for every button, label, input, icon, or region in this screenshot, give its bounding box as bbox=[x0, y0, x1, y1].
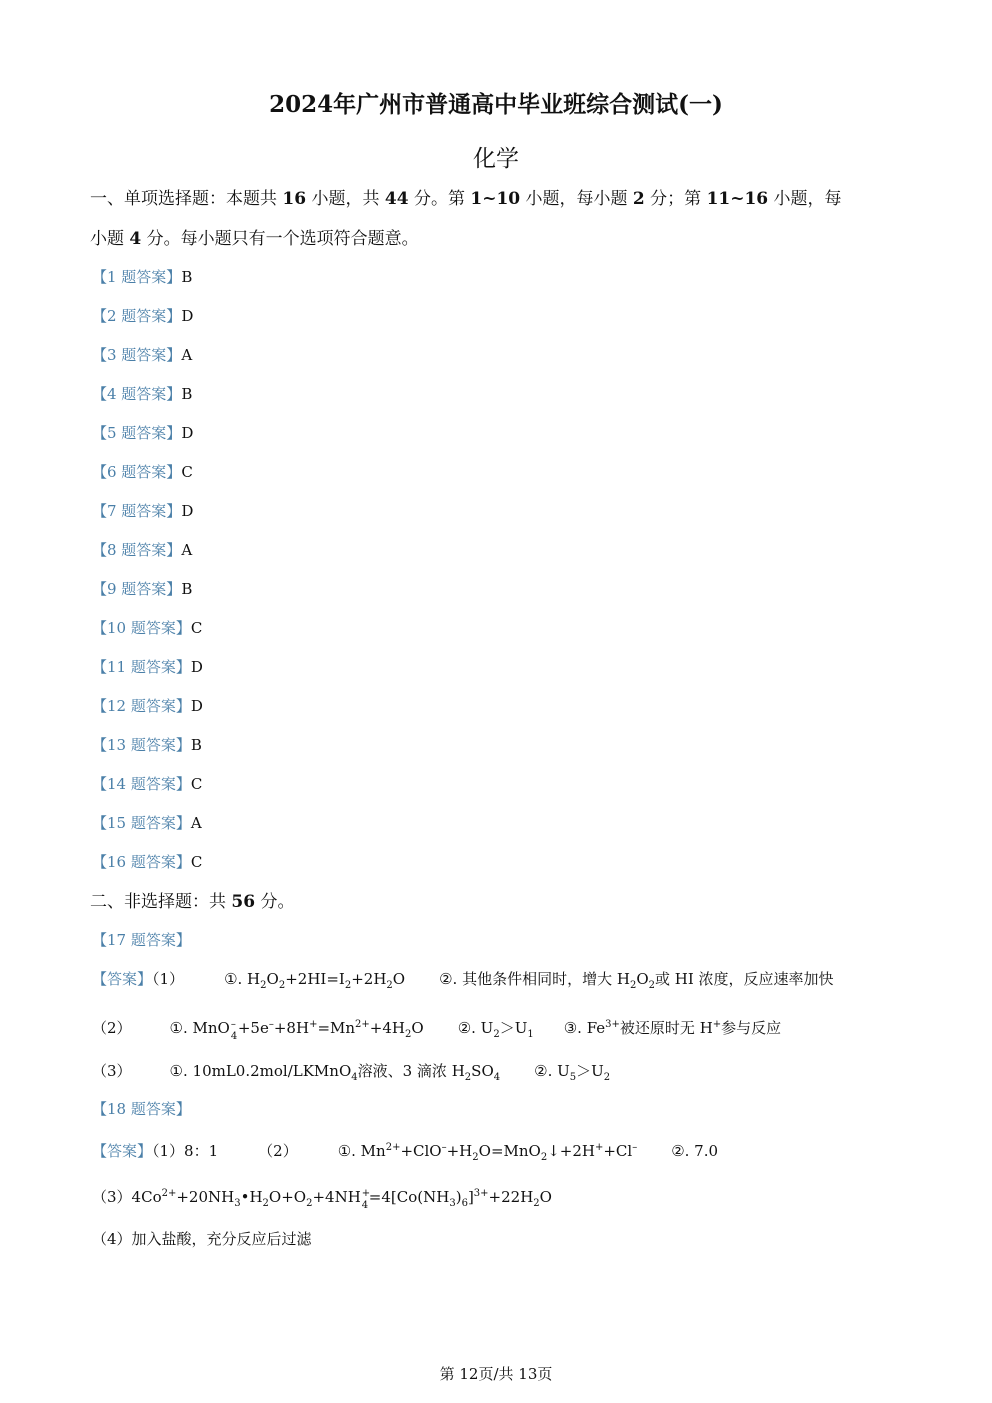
q17-part3: （3） ①. 10mL0.2mol/LKMnO$_4$溶液、3 滴浓 $H_2SO_4$ ②. $U_5>U_2$ bbox=[92, 1062, 611, 1083]
q17-heading: 【17 题答案】 bbox=[92, 931, 191, 949]
page-title: 2024年广州市普通高中毕业班综合测试(一) bbox=[269, 91, 723, 118]
answer-value: A bbox=[181, 541, 193, 559]
answer-row bbox=[92, 540, 192, 560]
answer-value: A bbox=[190, 814, 202, 832]
subject-title: 化学 bbox=[473, 146, 519, 172]
answer-value: D bbox=[190, 658, 203, 676]
answer-value: D bbox=[181, 424, 194, 442]
section2-heading: 二、非选择题：共 56 分。 bbox=[90, 892, 295, 912]
q18-part4: （4）加入盐酸，充分反应后过滤 bbox=[92, 1230, 312, 1248]
q18-part3: $(3)4Co^{2+}+20NH_3•H_2O+O_2+4NH$ + 4 $=4[Co(NH_3)_6]^{3+}+22H_2O$ bbox=[92, 1188, 552, 1211]
answer-row bbox=[92, 852, 202, 872]
answer-row bbox=[92, 657, 203, 677]
answer-value: B bbox=[190, 736, 202, 754]
answer-label: 【4 题答案】 bbox=[92, 385, 182, 403]
answer-label: 【10 题答案】 bbox=[92, 619, 191, 637]
answer-label: 【1 题答案】 bbox=[92, 268, 182, 286]
section1-line1: 一、单项选择题：本题共 16 小题，共 44 分。第 1~10 小题，每小题 2 分；第 11~16 小题，每 bbox=[90, 189, 842, 209]
answer-value: C bbox=[190, 619, 203, 637]
answer-label: 【13 题答案】 bbox=[92, 736, 191, 754]
answer-row bbox=[92, 813, 202, 833]
answer-label: 【5 题答案】 bbox=[92, 424, 182, 442]
q18-heading: 【18 题答案】 bbox=[92, 1100, 191, 1118]
answer-label: 【6 题答案】 bbox=[92, 463, 182, 481]
answer-label: 【7 题答案】 bbox=[92, 502, 182, 520]
answer-value: C bbox=[181, 463, 193, 481]
answer-value: D bbox=[190, 697, 203, 715]
answer-row bbox=[92, 462, 193, 482]
answer-row bbox=[92, 618, 202, 638]
answer-row bbox=[92, 735, 202, 755]
answer-label: 【11 题答案】 bbox=[92, 658, 191, 676]
answer-value: C bbox=[190, 853, 203, 871]
answer-row bbox=[92, 345, 192, 365]
q17-part1: 【答案】（1） ①. $H_2O_2+2HI=I_2+2H_2O$ ②. 其他条件相同时，增大 $H_2O_2$或 HI 浓度，反应速率加快 bbox=[92, 970, 834, 991]
answer-value: C bbox=[190, 775, 203, 793]
answer-row bbox=[92, 423, 193, 443]
answer-row bbox=[92, 384, 192, 404]
answer-value: B bbox=[181, 580, 193, 598]
answer-row bbox=[92, 306, 193, 326]
answer-value: B bbox=[181, 385, 193, 403]
answer-value: D bbox=[181, 307, 194, 325]
answer-label: 【3 题答案】 bbox=[92, 346, 182, 364]
answer-label: 【8 题答案】 bbox=[92, 541, 182, 559]
answer-value: A bbox=[181, 346, 193, 364]
answer-label: 【15 题答案】 bbox=[92, 814, 191, 832]
answer-row bbox=[92, 579, 192, 599]
page-footer: 第 12页/共 13页 bbox=[439, 1365, 553, 1383]
answer-label: 【12 题答案】 bbox=[92, 697, 191, 715]
q17-part2: （2） ①. MnO – 4 $+5e^-+8H^+=Mn^{2+}+4H_2O$ ②. $U_2>U_1$ ③. $Fe^{3+}$被还原时无 H+参与反应 bbox=[92, 1019, 782, 1042]
answer-label: 【2 题答案】 bbox=[92, 307, 182, 325]
answer-label: 【9 题答案】 bbox=[92, 580, 182, 598]
answer-row bbox=[92, 501, 193, 521]
answer-label: 【16 题答案】 bbox=[92, 853, 191, 871]
q18-part1-2: 【答案】（1）8：1 （2） ①. $Mn^{2+}+ClO^-+H_2O=MnO_2↓+2H^++Cl^-$ ②. 7.0 bbox=[92, 1142, 719, 1163]
section1-line2: 小题 4 分。每小题只有一个选项符合题意。 bbox=[90, 229, 419, 249]
answer-label: 【14 题答案】 bbox=[92, 775, 191, 793]
answer-value: B bbox=[181, 268, 193, 286]
answer-value: D bbox=[181, 502, 194, 520]
answer-row bbox=[92, 267, 192, 287]
answer-row bbox=[92, 774, 202, 794]
answer-row bbox=[92, 696, 203, 716]
